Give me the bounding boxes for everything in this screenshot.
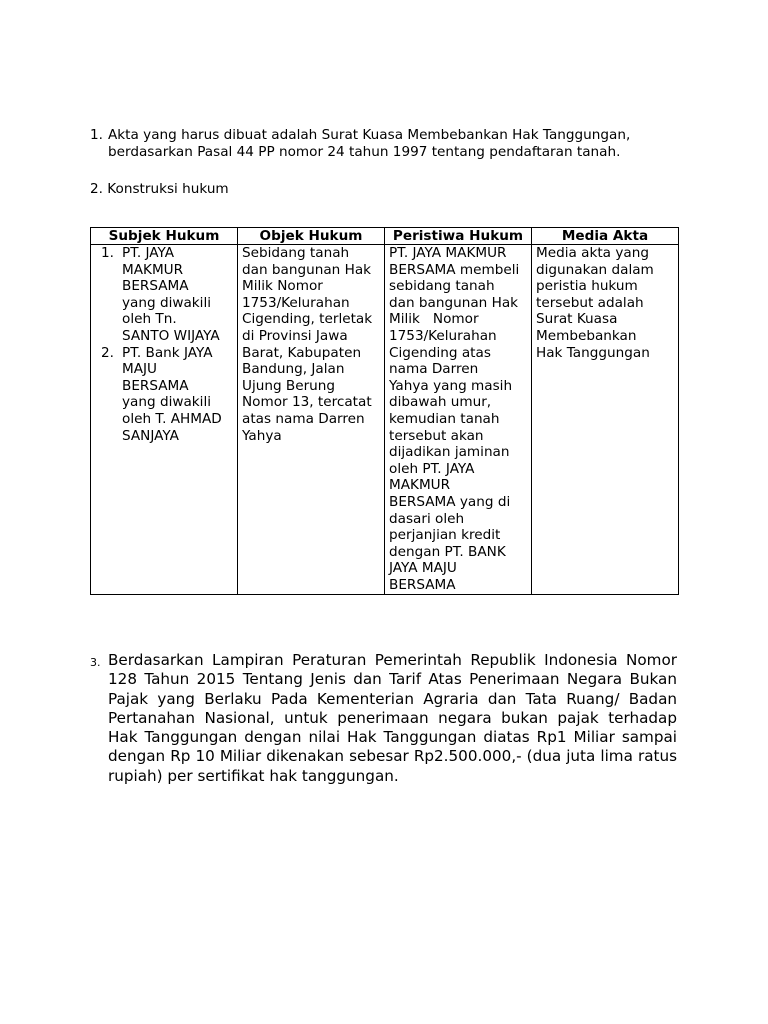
peristiwa-line: nama Darren (389, 361, 479, 378)
objek-line: Yahya (242, 427, 282, 444)
peristiwa-line: oleh PT. JAYA (389, 460, 475, 477)
peristiwa-line: dibawah umur, (389, 394, 492, 411)
objek-line: dan bangunan Hak (242, 261, 372, 278)
media-line: Hak Tanggungan (536, 344, 650, 361)
peristiwa-line: Milik Nomor (389, 311, 479, 328)
header-objek-hukum: Objek Hukum (238, 228, 385, 245)
peristiwa-line: kemudian tanah (389, 410, 500, 427)
table-header-row (91, 228, 679, 245)
header-media-akta: Media Akta (532, 228, 679, 245)
peristiwa-line: BERSAMA (389, 576, 456, 593)
list-number-3: 3. (90, 656, 101, 669)
peristiwa-line: Cigending atas (389, 344, 491, 361)
subjek-1-line: oleh Tn. (122, 311, 177, 328)
subjek-number-1: 1. (101, 245, 114, 261)
subjek-item-2 (91, 345, 233, 445)
media-line: Membebankan (536, 327, 637, 344)
subjek-2-line: yang diwakili (122, 394, 211, 411)
subjek-1-line: SANTO WIJAYA (122, 327, 220, 344)
list-item-3-text: Berdasarkan Lampiran Peraturan Pemerintah Republik Indonesia Nomor 128 Tahun 2015 Tentang Jenis dan Tarif Atas Penerimaan Negara Bukan Pajak yang Berlaku Pada Kementerian Agraria dan Tata Ruang/ Badan Pertanahan Nasional, untuk penerimaan negara bukan pajak terhadap Hak Tanggungan dengan nilai Hak Tanggungan diatas Rp1 Miliar sampai dengan Rp 10 Miliar dikenakan sebesar Rp2.500.000,- (dua juta lima ratus rupiah) per sertifikat hak tanggungan. (108, 651, 677, 785)
peristiwa-line: BERSAMA membeli (389, 261, 520, 278)
peristiwa-line: perjanjian kredit (389, 527, 501, 544)
list-item-1-text (108, 127, 688, 161)
list-number-1: 1. (90, 127, 103, 143)
peristiwa-line: dasari oleh (389, 510, 465, 527)
objek-line: Ujung Berung (242, 377, 336, 394)
peristiwa-line: dijadikan jaminan (389, 444, 510, 461)
subjek-2-line: MAJU (122, 361, 157, 378)
peristiwa-line: sebidang tanah (389, 278, 495, 295)
peristiwa-line: tersebut akan (389, 427, 484, 444)
objek-line: Sebidang tanah (242, 245, 350, 261)
list-item-1-line-2: berdasarkan Pasal 44 PP nomor 24 tahun 1997 tentang pendaftaran tanah. (108, 144, 621, 160)
peristiwa-line: 1753/Kelurahan (389, 327, 497, 344)
peristiwa-line: Yahya yang masih (389, 377, 513, 394)
subjek-2-line: oleh T. AHMAD (122, 410, 222, 427)
subjek-1-line: yang diwakili (122, 294, 211, 311)
subjek-list (95, 245, 233, 444)
cell-subjek-hukum (91, 245, 238, 595)
objek-line: 1753/Kelurahan (242, 294, 350, 311)
subjek-1-line: MAKMUR (122, 261, 184, 278)
cell-peristiwa-hukum (385, 245, 532, 595)
header-subjek-hukum: Subjek Hukum (91, 228, 238, 245)
peristiwa-line: dan bangunan Hak (389, 294, 519, 311)
objek-line: Cigending, terletak (242, 311, 373, 328)
subjek-2-line: PT. Bank JAYA (122, 344, 213, 361)
objek-line: Nomor 13, tercatat (242, 394, 372, 411)
cell-media-akta (532, 245, 679, 595)
objek-line: atas nama Darren (242, 410, 365, 427)
objek-line: Bandung, Jalan (242, 361, 345, 378)
subjek-item-1 (91, 245, 233, 345)
media-line: digunakan dalam (536, 261, 654, 278)
peristiwa-line: dengan PT. BANK (389, 543, 506, 560)
header-peristiwa-hukum: Peristiwa Hukum (385, 228, 532, 245)
media-line: Surat Kuasa (536, 311, 618, 328)
peristiwa-line: MAKMUR (389, 477, 451, 494)
subjek-2-line: SANJAYA (122, 427, 179, 444)
peristiwa-line: BERSAMA yang di (389, 493, 511, 510)
subjek-1-line: PT. JAYA (122, 245, 175, 261)
subjek-2-line: BERSAMA (122, 377, 189, 394)
subjek-number-2: 2. (101, 344, 114, 361)
subjek-1-line: BERSAMA (122, 278, 189, 295)
table-row (91, 245, 679, 595)
media-line: Media akta yang (536, 245, 649, 261)
objek-line: di Provinsi Jawa (242, 327, 348, 344)
konstruksi-hukum-table (90, 227, 679, 595)
list-item-1-line-1: Akta yang harus dibuat adalah Surat Kuasa Membebankan Hak Tanggungan, (108, 127, 631, 143)
list-item-2: 2. Konstruksi hukum (90, 181, 229, 197)
peristiwa-line: JAYA MAJU (389, 560, 457, 577)
media-line: tersebut adalah (536, 294, 644, 311)
media-line: peristia hukum (536, 278, 638, 295)
objek-line: Milik Nomor (242, 278, 323, 295)
cell-objek-hukum (238, 245, 385, 595)
objek-line: Barat, Kabupaten (242, 344, 362, 361)
peristiwa-line: PT. JAYA MAKMUR (389, 245, 507, 261)
